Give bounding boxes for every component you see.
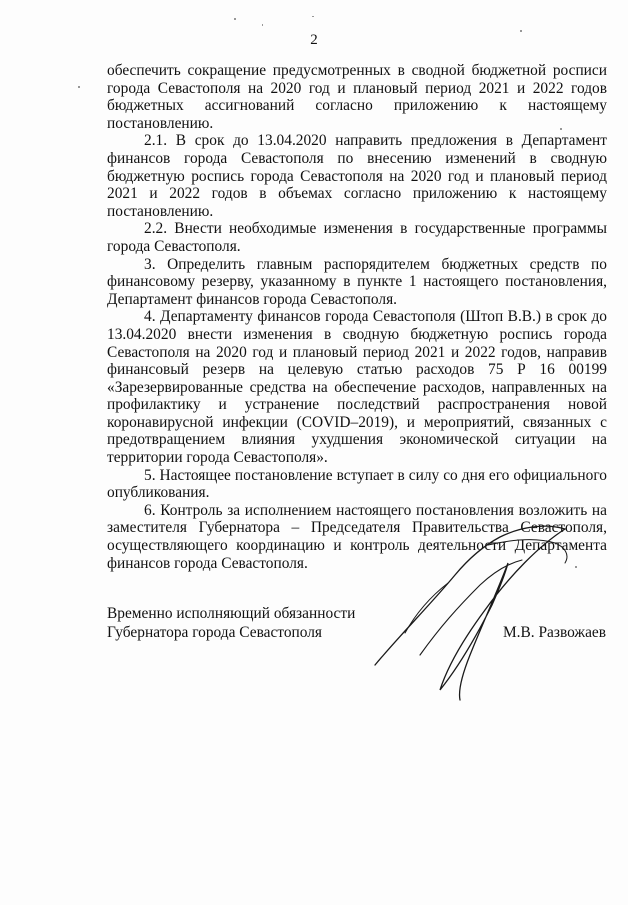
paragraph-continuation: обеспечить сокращение предусмотренных в сводной бюджетной росписи города Севастополя на 2020 год и плановый период 2021 и 2022 годов бюджетных ассигнований согласно приложению к настоящему постановлению. [107, 62, 607, 132]
signer-title-line-1: Временно исполняющий обязанности [107, 605, 356, 622]
paragraph-6: 6. Контроль за исполнением настоящего постановления возложить на заместителя Губернатора – Председателя Правительства Севастополя, осуществляющего координацию и контроль деятельности Департамента финансов города Севастополя. [107, 501, 607, 572]
scan-speck [262, 24, 263, 26]
paragraph-4: 4. Департаменту финансов города Севастополя (Штоп В.В.) в срок до 13.04.2020 внести изменения в сводную бюджетную роспись города Севастополя на 2020 год и плановый период 2021 и 2022 годов, направив финансовый резерв на целевую статью расходов 75 Р 16 00199 «Зарезервированные средства на обеспечение расходов, направленных на профилактику и устранение последствий распространения новой коронавирусной инфекции (COVID–2019), и мероприятий, связанных с предотвращением влияния ухудшения экономической ситуации на территории города Севастополя». [107, 308, 607, 467]
page-number: 2 [310, 32, 318, 48]
signer-title-line-2: Губернатора города Севастополя [107, 624, 323, 641]
scan-speck [312, 16, 314, 17]
paragraph-2-1: 2.1. В срок до 13.04.2020 направить предложения в Департамент финансов города Севастополя по внесению изменений в сводную бюджетную роспись города Севастополя на 2020 год и плановый период 2021 и 2022 годов в объемах согласно приложению к настоящему постановлению. [107, 132, 607, 220]
scan-speck [575, 566, 577, 568]
signer-name: М.В. Развожаев [503, 624, 606, 641]
signer-title [107, 604, 355, 642]
scan-speck [234, 18, 236, 20]
paragraph-5: 5. Настоящее постановление вступает в силу со дня его официального опубликования. [107, 466, 607, 502]
paragraph-2-2: 2.2. Внести необходимые изменения в государственные программы города Севастополя. [107, 220, 607, 255]
scan-speck [560, 128, 562, 130]
scan-speck [520, 30, 522, 32]
scan-speck [78, 86, 80, 88]
document-body [107, 62, 607, 572]
paragraph-3: 3. Определить главным распорядителем бюджетных средств по финансовому резерву, указанному в пункте 1 настоящего постановления, Департамент финансов города Севастополя. [107, 255, 607, 308]
handwritten-signature [360, 515, 590, 705]
